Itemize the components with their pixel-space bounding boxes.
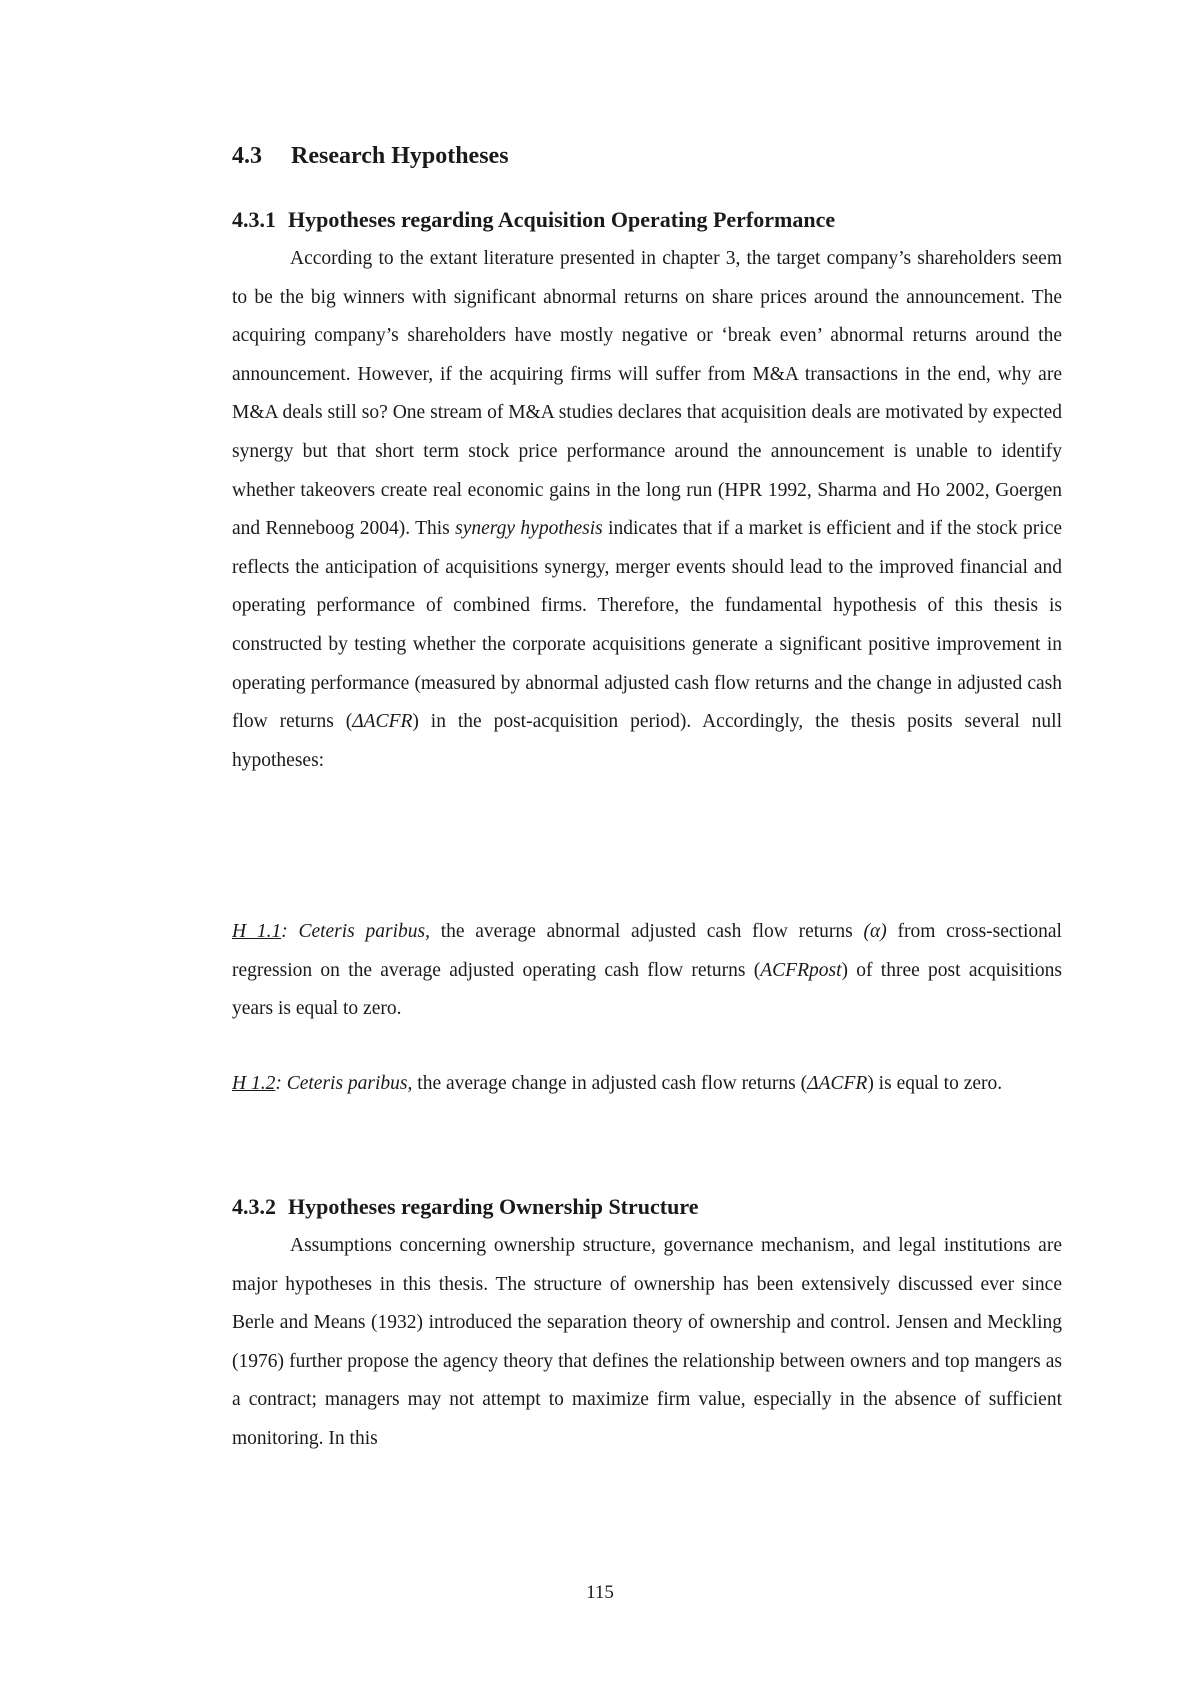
hypothesis-label: H 1.1 — [232, 921, 282, 942]
italic-term: ΔACFR — [807, 1073, 868, 1094]
section-number: 4.3 — [232, 143, 262, 169]
italic-term: Ceteris paribus, — [286, 1073, 413, 1094]
subsection-number-2: 4.3.2 — [232, 1194, 276, 1219]
italic-term: ΔACFR — [352, 711, 413, 733]
subsection-title-2: Hypotheses regarding Ownership Structure — [288, 1194, 699, 1219]
hypothesis-text: the average abnormal adjusted cash flow returns — [429, 921, 864, 942]
paragraph-text: According to the extant literature presented in chapter 3, the target company’s shareholders seem to be the big winners with significant abnormal returns on share prices around the announcement. The acquiring company’s shareholders have mostly negative or ‘break even’ abnormal returns around the announcement. However, if the acquiring firms will suffer from M&A transactions in the end, why are M&A deals still so? One stream of M&A studies declares that acquisition deals are motivated by expected synergy but that short term stock price performance around the announcement is unable to identify whether takeovers create real economic gains in the long run (HPR 1992, Sharma and Ho 2002, Goergen and Renneboog 2004). This — [232, 248, 1062, 540]
hypothesis-label: H 1.2 — [232, 1073, 276, 1094]
hypothesis-h1-2 — [232, 1065, 1062, 1104]
italic-term: Ceteris paribus, — [298, 921, 430, 942]
hypothesis-h1-1 — [232, 913, 1062, 1029]
subsection-number-1: 4.3.1 — [232, 207, 276, 232]
paragraph-text: indicates that if a market is efficient and if the stock price reflects the anticipation of acquisitions synergy, merger events should lead to the improved financial and operating performance of combined firms. Therefore, the fundamental hypothesis of this thesis is constructed by testing whether the corporate acquisitions generate a significant positive improvement in operating performance (measured by abnormal adjusted cash flow returns and the change in adjusted cash flow returns ( — [232, 518, 1062, 733]
page-number: 115 — [586, 1582, 614, 1603]
section-heading — [232, 139, 1052, 173]
subsection-heading-2 — [232, 1192, 1062, 1222]
body-paragraph-operating-performance — [232, 240, 1062, 780]
hypothesis-text: ) of three post acquisitions years is equal to zero. — [232, 959, 1062, 1020]
hypothesis-colon: : — [275, 1073, 287, 1094]
subsection-title-1: Hypotheses regarding Acquisition Operating Performance — [288, 207, 836, 232]
body-paragraph-ownership-structure: Assumptions concerning ownership structure, governance mechanism, and legal institutions are major hypotheses in this thesis. The structure of ownership has been extensively discussed ever since Berle and Means (1932) introduced the separation theory of ownership and control. Jensen and Meckling (1976) further propose the agency theory that defines the relationship between owners and top mangers as a contract; managers may not attempt to maximize firm value, especially in the absence of sufficient monitoring. In this — [232, 1235, 1062, 1449]
italic-term: ACFRpost — [760, 959, 842, 981]
hypothesis-colon: : — [281, 921, 299, 942]
italic-term: synergy hypothesis — [455, 518, 603, 540]
hypothesis-text: from cross-sectional regression on the average adjusted operating cash flow returns ( — [232, 921, 1062, 981]
hypothesis-text: ) is equal to zero. — [867, 1073, 1003, 1094]
section-title: Research Hypotheses — [291, 143, 509, 169]
hypothesis-text: the average change in adjusted cash flow returns ( — [412, 1073, 808, 1094]
subsection-heading-1 — [232, 205, 1062, 235]
italic-term: (α) — [863, 921, 887, 942]
paragraph-text: ) in the post-acquisition period). Accordingly, the thesis posits several null hypotheses: — [232, 711, 1062, 771]
